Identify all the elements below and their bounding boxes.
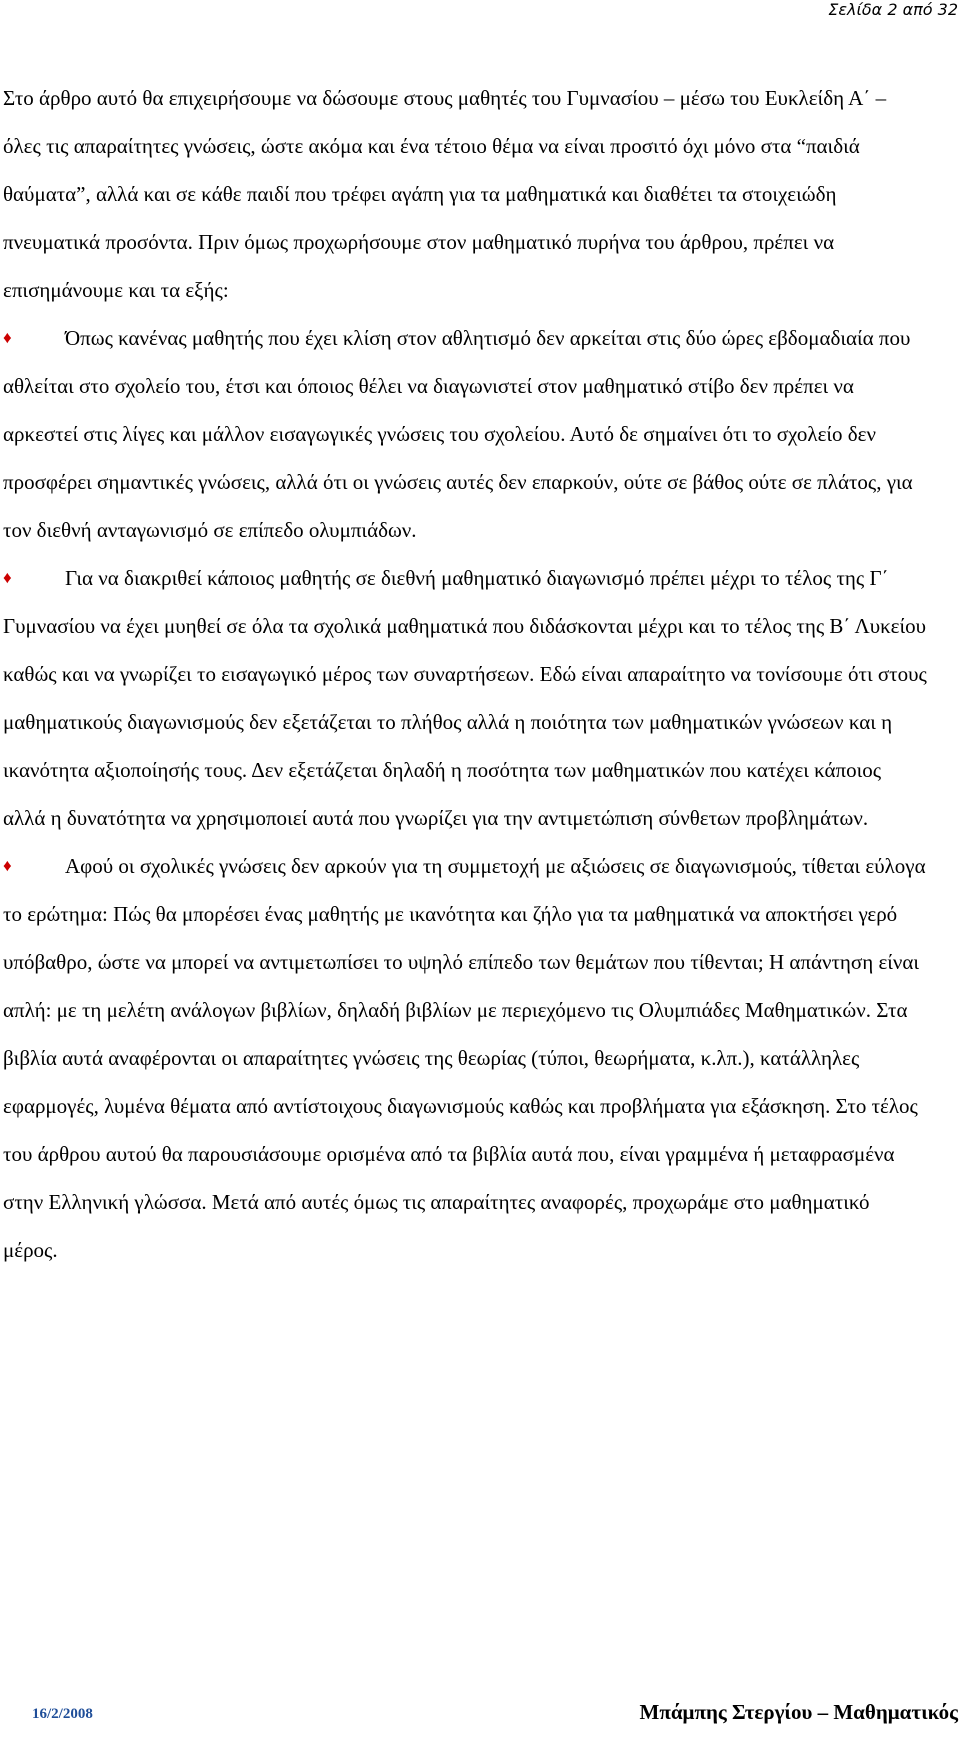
bullet-text: Αφού οι σχολικές γνώσεις δεν αρκούν για τη συμμετοχή με αξιώσεις σε διαγωνισμούς, τίθεται εύλογα το ερώτημα: Πώς θα μπορέσει ένας μαθητής με ικανότητα και ζήλο για τα μαθηματικά να αποκτήσει γερό υπόβαθρο, ώστε να μπορεί να αντιμετωπίσει το υψηλό επίπεδο των θεμάτων που τίθενται; Η απάντηση είναι απλή: με τη μελέτη ανάλογων βιβλίων, δηλαδή βιβλίων με περιεχόμενο τις Ολυμπιάδες Μαθηματικών. Στα βιβλία αυτά αναφέρονται οι απαραίτητες γνώσεις της θεωρίας (τύποι, θεωρήματα, κ.λπ.), κατάλληλες εφαρμογές, λυμένα θέματα από αντίστοιχους διαγωνισμούς καθώς και προβλήματα για εξάσκηση. Στο τέλος του άρθρου αυτού θα παρουσιάσουμε ορισμένα από τα βιβλία αυτά που, είναι γραμμένα ή μεταφρασμένα στην Ελληνική γλώσσα. Μετά από αυτές όμως τις απαραίτητες αναφορές, προχωράμε στο μαθηματικό μέρος. [3, 854, 926, 1262]
intro-paragraph: Στο άρθρο αυτό θα επιχειρήσουμε να δώσουμε στους μαθητές του Γυμνασίου – μέσω του Ευκλείδη Α΄ – όλες τις απαραίτητες γνώσεις, ώστε ακόμα και ένα τέτοιο θέμα να είναι προσιτό όχι μόνο στα “παιδιά θαύματα”, αλλά και σε κάθε παιδί που τρέφει αγάπη για τα μαθηματικά και διαθέτει τα στοιχειώδη πνευματικά προσόντα. Πριν όμως προχωρήσουμε στον μαθηματικό πυρήνα του άρθρου, πρέπει να επισημάνουμε και τα εξής: [3, 86, 887, 302]
diamond-bullet-icon: ♦ [3, 568, 12, 587]
bullet-text: Όπως κανένας μαθητής που έχει κλίση στον αθλητισμό δεν αρκείται στις δύο ώρες εβδομαδιαία που αθλείται στο σχολείο του, έτσι και όποιος θέλει να διαγωνιστεί στον μαθηματικό στίβο δεν πρέπει να αρκεστεί στις λίγες και μάλλον εισαγωγικές γνώσεις του σχολείου. Αυτό δε σημαίνει ότι το σχολείο δεν προσφέρει σημαντικές γνώσεις, αλλά ότι οι γνώσεις αυτές δεν επαρκούν, ούτε σε βάθος ούτε σε πλάτος, για τον διεθνή ανταγωνισμό σε επίπεδο ολυμπιάδων. [3, 326, 913, 542]
diamond-bullet-icon: ♦ [3, 328, 12, 347]
bullet-item-requirements [3, 554, 928, 842]
article-body [3, 74, 928, 1274]
footer-author: Μπάμπης Στεργίου – Μαθηματικός [639, 1700, 958, 1724]
page-number-label: Σελίδα 2 από 32 [828, 0, 958, 19]
bullet-item-books [3, 842, 928, 1274]
diamond-bullet-icon: ♦ [3, 856, 12, 875]
footer-date: 16/2/2008 [32, 1706, 93, 1722]
page-footer [0, 1698, 960, 1738]
bullet-text: Για να διακριθεί κάποιος μαθητής σε διεθνή μαθηματικό διαγωνισμό πρέπει μέχρι το τέλος της Γ΄ Γυμνασίου να έχει μυηθεί σε όλα τα σχολικά μαθηματικά που διδάσκονται μέχρι και το τέλος της Β΄ Λυκείου καθώς και να γνωρίζει το εισαγωγικό μέρος των συναρτήσεων. Εδώ είναι απαραίτητο να τονίσουμε ότι στους μαθηματικούς διαγωνισμούς δεν εξετάζεται το πλήθος αλλά η ποιότητα των μαθηματικών γνώσεων και η ικανότητα αξιοποίησής τους. Δεν εξετάζεται δηλαδή η ποσότητα των μαθηματικών που κατέχει κάποιος αλλά η δυνατότητα να χρησιμοποιεί αυτά που γνωρίζει για την αντιμετώπιση σύνθετων προβλημάτων. [3, 566, 927, 830]
bullet-item-sports-analogy [3, 314, 928, 554]
